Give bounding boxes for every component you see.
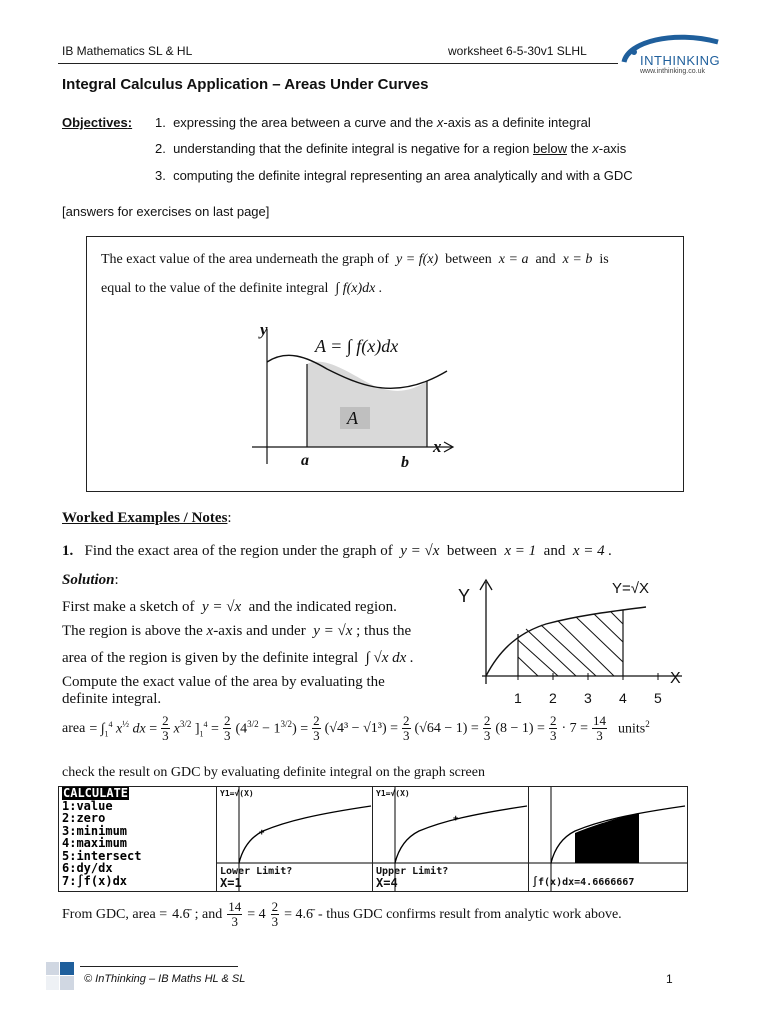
sketch-hatching bbox=[518, 612, 623, 676]
diagram-y-label: y bbox=[260, 320, 268, 339]
footer-copyright: © InThinking – IB Maths HL & SL bbox=[84, 973, 246, 985]
calc-item-3: 3:minimum bbox=[62, 823, 128, 838]
gdc-instruction: check the result on GDC by evaluating definite integral on the graph screen bbox=[62, 765, 485, 780]
screen-1-prompt: Lower Limit? bbox=[220, 866, 293, 877]
screen-2-value: X=4 bbox=[376, 876, 398, 890]
header-rule bbox=[58, 63, 618, 64]
screen-2-prompt: Upper Limit? bbox=[376, 866, 449, 877]
calc-item-2: 2:zero bbox=[62, 811, 106, 825]
sketch-y-label: Y bbox=[458, 586, 471, 606]
sketch-tick-3: 3 bbox=[584, 690, 592, 706]
svg-text:+: + bbox=[259, 828, 265, 838]
calc-menu-title: CALCULATE bbox=[63, 786, 129, 800]
worksheet-id: worksheet 6-5-30v1 SLHL bbox=[448, 44, 587, 58]
footer-rule bbox=[80, 966, 238, 967]
calc-item-1: 1:value bbox=[62, 798, 113, 813]
screen-1-function: Y1=√(X) bbox=[220, 789, 254, 798]
screen-3-result: ∫f(x)dx=4.6666667 bbox=[532, 877, 635, 888]
diagram-a-label: a bbox=[301, 452, 309, 469]
gdc-screen-lower-limit bbox=[216, 786, 374, 892]
diagram-region-label: A bbox=[347, 408, 358, 428]
solution-para-3: area of the region is given by the definite integral ∫ √x dx . bbox=[62, 650, 414, 666]
screen-2-function: Y1=√(X) bbox=[376, 789, 410, 798]
shaded-area-region bbox=[307, 362, 427, 447]
solution-label: Solution: bbox=[62, 572, 119, 588]
diagram-b-label: b bbox=[401, 454, 409, 471]
page-title: Integral Calculus Application – Areas Under Curves bbox=[62, 76, 429, 93]
area-computation: area = $\int_1^4$ $x^{\frac{1}{2}}$ dx = $\frac{2}{3}$ $x^{3/2}$ ]$_1^4$ = $\frac{2}{3}$ $(4^{3/2} - 1^{3/2})$ = $\frac{2}{3}$ (√4³ − √1³) = $\frac{2}{3}$ (√64 − 1) = $\frac{2}{3}$ (8 − 1) = $\frac{2}{3}$ · 7 = $\frac{14}{3}$ units$^2$ bbox=[62, 713, 650, 743]
logo-url: www.inthinking.co.uk bbox=[640, 68, 705, 75]
inthinking-logo bbox=[618, 32, 730, 78]
course-title: IB Mathematics SL & HL bbox=[62, 44, 193, 58]
objective-1: 1. expressing the area between a curve and the x-axis as a definite integral bbox=[155, 115, 591, 130]
solution-para-1: First make a sketch of y = √x and the indicated region. bbox=[62, 599, 397, 615]
sketch-tick-5: 5 bbox=[654, 690, 662, 706]
conclusion-line: From GDC, area = 4.6̄ ; and $\frac{14}{3}$ = 4 $\frac{2}{3}$ = 4.6̄ - thus GDC confirms result from analytic work above. bbox=[62, 899, 622, 929]
gdc-calculate-menu bbox=[58, 786, 218, 892]
definition-box bbox=[86, 236, 684, 492]
solution-para-4: Compute the exact value of the area by evaluating the bbox=[62, 674, 385, 690]
calc-item-7: 7:∫f(x)dx bbox=[62, 873, 128, 888]
gdc-screen-integral-result bbox=[528, 786, 688, 892]
page-number: 1 bbox=[666, 972, 673, 986]
objective-3: 3. computing the definite integral representing an area analytically and with a GDC bbox=[155, 168, 633, 183]
calc-item-5: 5:intersect bbox=[62, 848, 142, 863]
sketch-curve-label: Y=√X bbox=[612, 580, 650, 597]
sketch-tick-4: 4 bbox=[619, 690, 627, 706]
screen-3-graph bbox=[529, 787, 687, 891]
answers-note: [answers for exercises on last page] bbox=[62, 204, 270, 219]
screen-1-value: X=1 bbox=[220, 876, 242, 890]
diagram-formula: A = ∫ f(x)dx bbox=[315, 336, 399, 356]
calc-item-4: 4:maximum bbox=[62, 836, 128, 850]
diagram-x-label: x bbox=[433, 437, 442, 456]
sketch-tick-1: 1 bbox=[514, 690, 522, 706]
logo-text: INTHINKING bbox=[640, 53, 721, 68]
definition-line-1: The exact value of the area underneath the graph of y = f(x) between x = a and x = b is bbox=[101, 252, 609, 267]
objectives-label: Objectives: bbox=[62, 115, 133, 130]
solution-para-5: definite integral. bbox=[62, 691, 162, 707]
svg-text:+: + bbox=[453, 814, 459, 824]
definition-line-2: equal to the value of the definite integral ∫ f(x)dx . bbox=[101, 281, 383, 296]
footer-blocks bbox=[46, 962, 74, 990]
solution-para-2: The region is above the x-axis and under y = √x ; thus the bbox=[62, 623, 412, 639]
worked-heading: Worked Examples / Notes: bbox=[62, 510, 232, 526]
example-1-question: 1. Find the exact area of the region under the graph of y = √x between x = 1 and x = 4 . bbox=[62, 543, 613, 559]
gdc-screen-upper-limit bbox=[372, 786, 530, 892]
calc-item-6: 6:dy/dx bbox=[62, 861, 113, 875]
objective-2: 2. understanding that the definite integral is negative for a region below the x-axis bbox=[155, 141, 627, 156]
sketch-tick-2: 2 bbox=[549, 690, 557, 706]
sketch-x-label: X bbox=[670, 670, 681, 687]
